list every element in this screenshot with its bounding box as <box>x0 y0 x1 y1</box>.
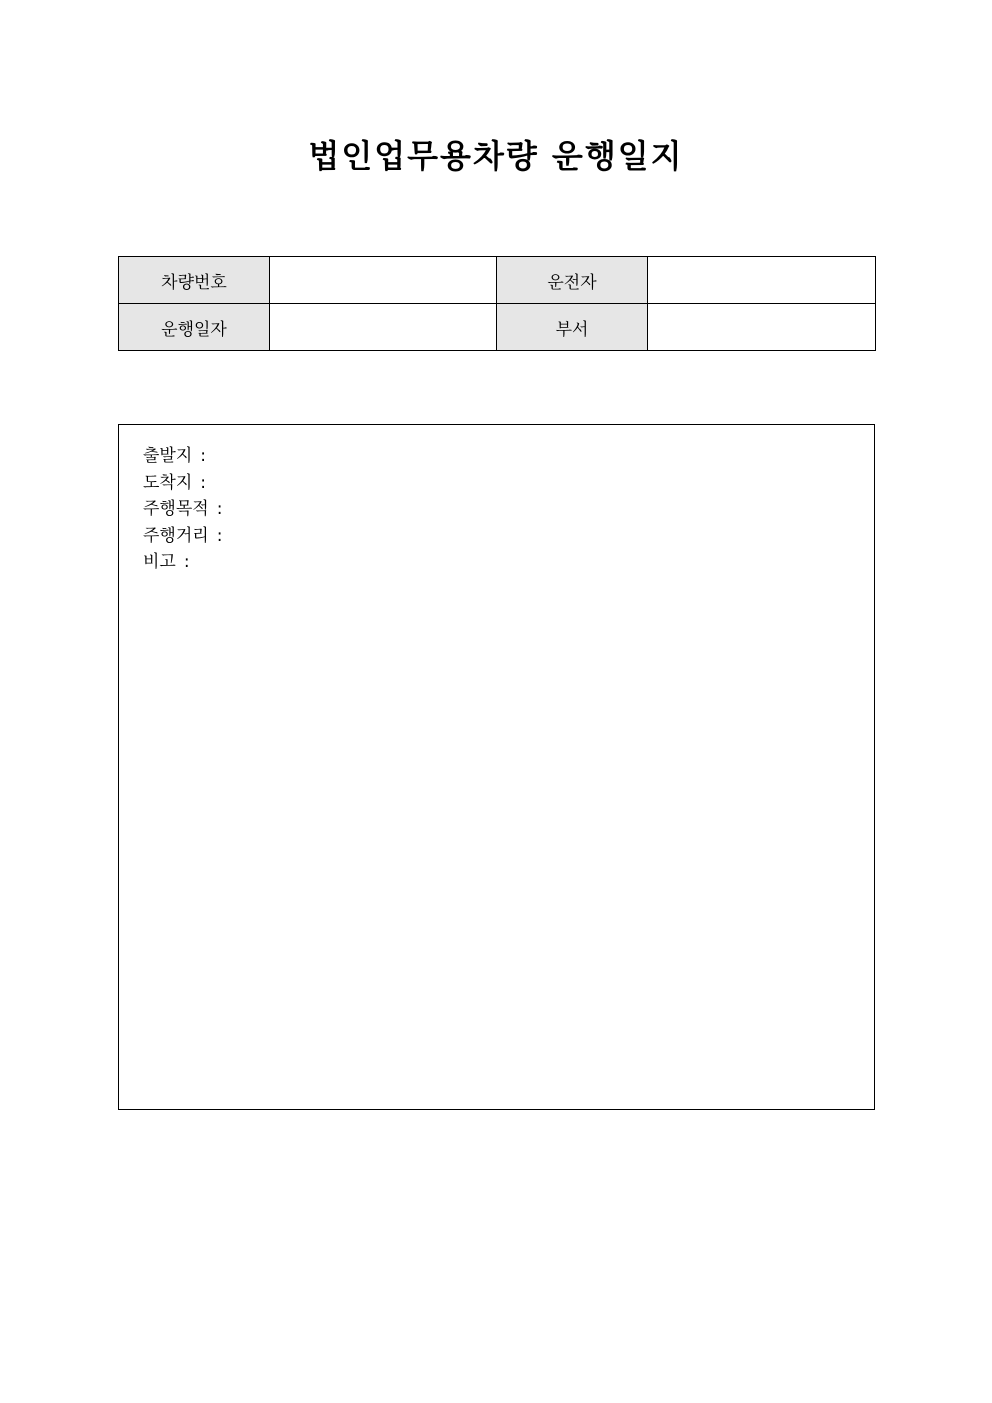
remarks-line <box>143 549 222 576</box>
trip-details-list <box>143 443 222 576</box>
driver-field[interactable] <box>648 257 876 304</box>
separator: : <box>216 525 223 546</box>
department-field[interactable] <box>648 304 876 351</box>
purpose-label: 주행목적 <box>143 499 209 519</box>
remarks-label: 비고 <box>143 552 176 572</box>
table-row <box>119 304 876 351</box>
departure-label: 출발지 <box>143 446 193 466</box>
vehicle-info-table <box>118 256 876 351</box>
drive-date-field[interactable] <box>270 304 497 351</box>
arrival-label: 도착지 <box>143 472 193 493</box>
separator: : <box>200 446 207 466</box>
driver-label: 운전자 <box>497 257 648 304</box>
separator: : <box>183 552 190 572</box>
vehicle-number-label: 차량번호 <box>119 257 270 304</box>
vehicle-number-field[interactable] <box>270 257 497 304</box>
table-row <box>119 257 876 304</box>
arrival-line <box>143 470 222 497</box>
drive-date-label: 운행일자 <box>119 304 270 351</box>
purpose-line <box>143 496 222 523</box>
document-title: 법인업무용차량 운행일지 <box>308 137 684 175</box>
department-label: 부서 <box>497 304 648 351</box>
separator: : <box>200 472 207 493</box>
distance-line <box>143 523 222 550</box>
departure-line <box>143 443 222 470</box>
separator: : <box>216 499 223 519</box>
distance-label: 주행거리 <box>143 525 209 546</box>
trip-details-box[interactable] <box>118 424 875 1110</box>
